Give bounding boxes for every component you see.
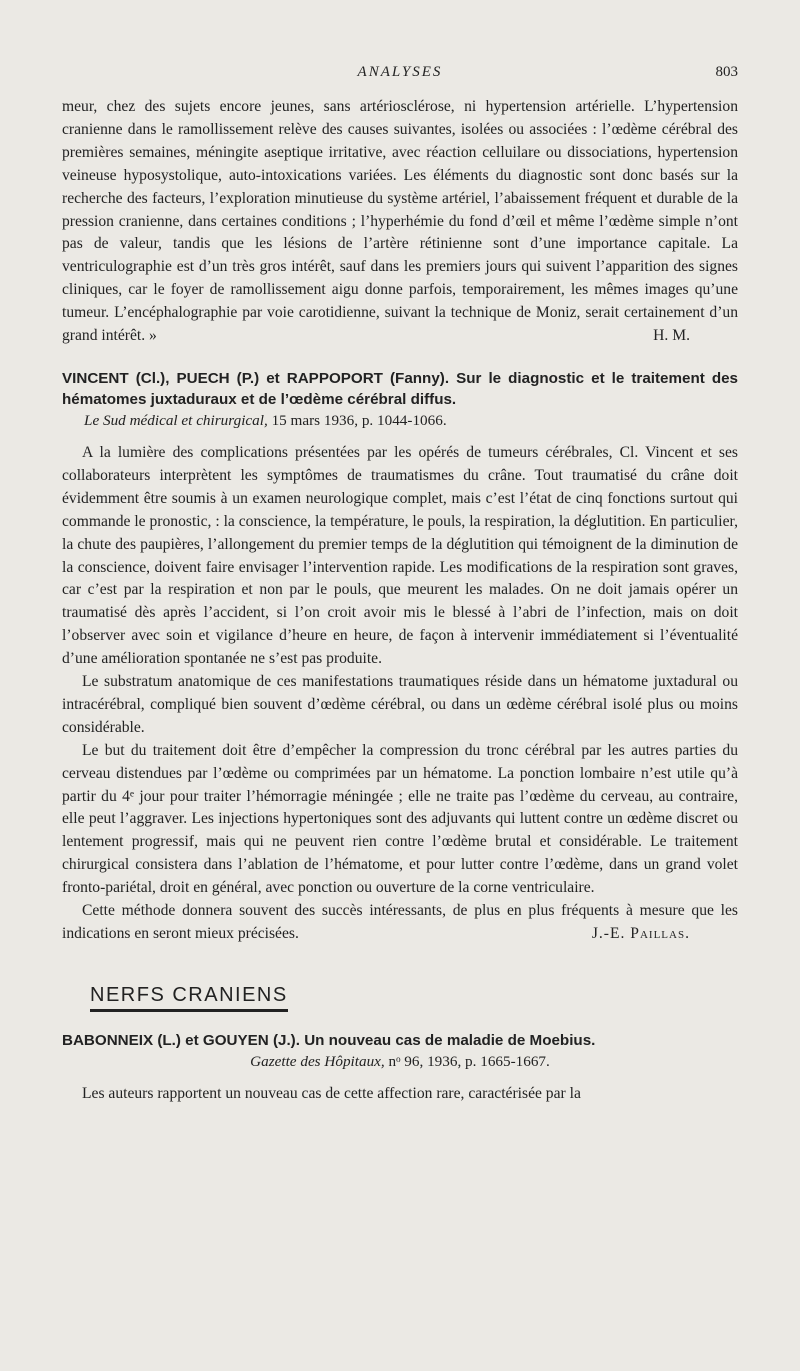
entry-1-paragraph-4	[62, 900, 738, 946]
entry-1-signature: J.-E. Paillas.	[591, 925, 690, 942]
entry-2-reference: nᵒ 96, 1936, p. 1665-1667.	[388, 1052, 550, 1070]
entry-1-authors: VINCENT (Cl.), PUECH (P.) et RAPPOPORT (Fanny).	[62, 369, 450, 387]
entry-2-title: Un nouveau cas de maladie de Moebius.	[304, 1031, 596, 1049]
section-heading	[62, 984, 288, 1012]
entry-1-paragraph-1: A la lumière des complications présentées par les opérés de tumeurs cérébrales, Cl. Vincent et ses collaborateurs interprètent les symptômes de traumatismes du crâne. Tout traumatisé du crâne doit évidemment être soumis à un examen neurologique complet, mais c’est l’état de cinq fonctions surtout qui commande le pronostic, : la conscience, la température, le pouls, la respiration, la déglutition. En particulier, la chute des paupières, l’allongement du premier temps de la déglutition qui témoignent de la diminution de la conscience, doivent faire envisager l’intervention rapide. Les modifications de la respiration sont graves, car c’est par la respiration et non par le pouls, que meurent les malades. On ne doit jamais opérer un traumatisé dès après l’accident, si l’on croit avoir mis le blessé à l’abri de l’infection, mais on doit l’observer avec soin et vigilance d’heure en heure, de façon à intervenir immédiatement si l’éventualité d’une amélioration spontanée ne s’est pas produite.	[62, 443, 738, 668]
entry-2-citation	[62, 1051, 738, 1073]
running-title: ANALYSES	[357, 64, 443, 80]
entry-1-heading	[62, 368, 738, 410]
entry-1-reference: 15 mars 1936, p. 1044-1066.	[271, 411, 447, 429]
entry-1-title: Sur le diagnostic et le traitement des hématomes juxtaduraux et de l’œdème cérébral diffus.	[62, 369, 738, 408]
entry-1-header	[62, 368, 738, 432]
entry-2-authors: BABONNEIX (L.) et GOUYEN (J.).	[62, 1031, 300, 1049]
entry-2-journal: Gazette des Hôpitaux,	[250, 1052, 385, 1070]
entry-1-journal: Le Sud médical et chirurgical,	[84, 411, 268, 429]
page-number: 803	[715, 64, 738, 80]
intro-signature: H. M.	[653, 327, 690, 345]
section-heading-text: NERFS CRANIENS	[90, 984, 288, 1012]
entry-2-header	[62, 1030, 738, 1073]
entry-1-paragraph-4-text: Cette méthode donnera souvent des succès intéressants, de plus en plus fréquents à mesure que les indications en seront mieux précisées.	[62, 902, 738, 942]
intro-text: meur, chez des sujets encore jeunes, sans artériosclérose, ni hypertension artérielle. L’hypertension cranienne dans le ramollissement relève des causes suivantes, isolées ou associées : l’œdème cérébral des premières semaines, méningite aseptique irritative, avec réaction celluilare ou dissociations, hypertension veineuse hyposystolique, auto-intoxications variées. Les éléments du diagnostic sont donc basés sur la recherche des facteurs, l’exploration minutieuse du système artériel, l’abaissement fréquent et durable de la pression cranienne, dans certaines conditions ; l’hyperhémie du fond d’œil et même l’œdème simple n’ont pas de valeur, tandis que les lésions de l’artère rétinienne sont d’une importance capitale. La ventriculographie est d’un très gros intérêt, sauf dans les premiers jours qui suivent l’apparition des signes cliniques, car le foyer de ramollissement aigu donne parfois, temporairement, les mêmes images qu’une tumeur. L’encéphalographie par voie carotidienne, suivant la technique de Moniz, serait certainement d’un grand intérêt. »	[62, 98, 738, 345]
entry-1-body	[62, 442, 738, 946]
entry-2-heading	[62, 1030, 738, 1051]
entry-1-citation	[84, 410, 738, 432]
page-body	[62, 96, 738, 1106]
intro-paragraph	[62, 96, 738, 348]
entry-1-paragraph-2: Le substratum anatomique de ces manifestations traumatiques réside dans un hématome juxtadural ou intracérébral, compliqué bien souvent d’œdème cérébral, ou dans un œdème cérébral isolé plus ou moins considérable.	[62, 673, 738, 736]
entry-2-body	[62, 1083, 738, 1106]
entry-1-paragraph-3: Le but du traitement doit être d’empêcher la compression du tronc cérébral par les autres parties du cerveau distendues par l’œdème ou comprimées par un hématome. La ponction lombaire n’est utile qu’à partir du 4ᵉ jour pour traiter l’hémorragie méningée ; elle ne traite pas l’œdème du cerveau, au contraire, elle peut l’aggraver. Les injections hypertoniques sont des adjuvants qui luttent contre un œdème discret ou lentement progressif, mais qui ne peuvent rien contre l’œdème brutal et considérable. Le traitement chirurgical consistera dans l’ablation de l’hématome, et pour lutter contre l’œdème, dans un grand volet fronto-pariétal, droit en général, avec ponction ou ouverture de la corne ventriculaire.	[62, 741, 738, 897]
entry-2-paragraph: Les auteurs rapportent un nouveau cas de cette affection rare, caractérisée par la	[82, 1084, 581, 1102]
page-header	[62, 64, 738, 86]
